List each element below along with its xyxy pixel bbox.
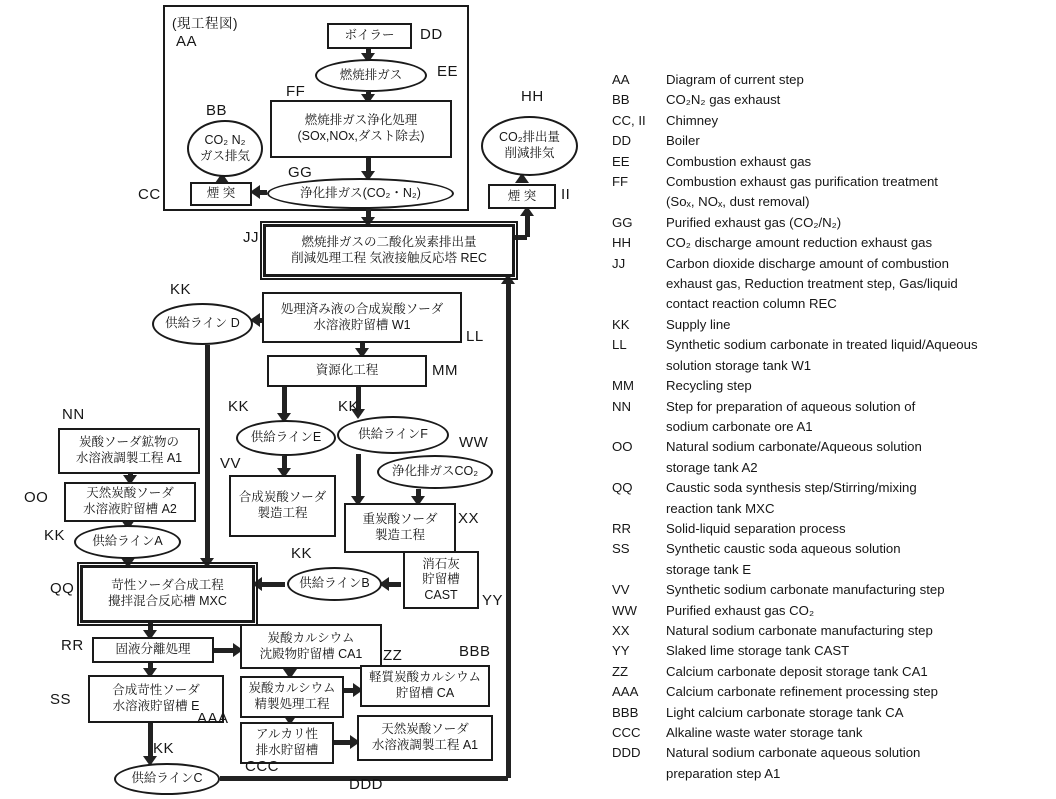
flow-line [205,345,210,562]
node-text: ボイラー [344,28,395,43]
legend-row [612,499,1056,519]
node-text: 煙 突 [206,186,236,201]
node-storage-tank-w1 [262,292,462,343]
node-text: 燃焼排ガス [339,67,403,82]
node-text: 削減処理工程 気液接触反応塔 REC [291,250,487,265]
legend-key: QQ [612,480,633,496]
node-text: 供給ラインB [299,576,370,591]
legend-row [612,601,1056,621]
legend-key: AA [612,72,630,87]
node-text: 排水貯留槽 [255,743,319,757]
node-refinement-step [240,676,344,718]
ref-label-WW: WW [459,434,489,451]
ref-label-KK-d: KK [170,281,192,298]
node-purification-treatment [270,100,452,158]
legend-text: Natural sodium carbonate manufacturing step [666,622,933,638]
node-supply-line-c [114,763,220,795]
node-text: 軽質炭酸カルシウム [368,670,482,685]
node-text: 水溶液調製工程 A1 [371,738,479,752]
node-text: 資源化工程 [315,363,379,378]
ref-label-FF: FF [286,83,306,100]
legend-text: Alkaline waste water storage tank [666,725,863,740]
node-text: CO₂排出量 [498,130,561,145]
ref-label-II: II [561,186,571,203]
legend-row [612,478,1056,498]
node-boiler [327,23,412,49]
legend-key: CC, II [612,112,646,128]
node-text: 供給ラインA [92,534,163,549]
node-text: 供給ラインC [131,771,203,786]
ref-label-CCC: CCC [245,758,279,775]
node-supply-line-b [287,567,382,601]
legend-key: NN [612,398,632,414]
legend-row [612,70,1056,90]
legend-text: Purified exhaust gas (CO₂/N₂) [666,214,842,230]
legend-row [612,90,1056,110]
ref-label-SS: SS [50,691,72,708]
node-text: 供給ライン D [165,316,240,331]
ref-label-YY: YY [482,592,504,609]
legend-row [612,315,1056,335]
ref-label-DD: DD [420,26,443,43]
legend-text: Synthetic caustic soda aqueous solution [666,541,901,557]
node-text: CO₂ N₂ [204,132,246,147]
node-supply-line-a [74,525,181,559]
legend-key: XX [612,622,630,638]
legend-row [612,560,1056,580]
legend-text: Solid-liquid separation process [666,520,846,536]
node-deposit-tank-ca1 [240,624,382,669]
node-storage-tank-a2 [64,482,196,522]
node-text: 炭酸カルシウム [248,681,336,696]
legend-key: MM [612,378,634,394]
node-synthetic-sodium-carbonate-step [229,475,336,537]
node-text: 削減排気 [504,146,555,160]
legend-row [612,294,1056,314]
legend-text: exhaust gas, Reduction treatment step, Gas/liquid [666,276,958,292]
flow-line [506,280,511,778]
ref-label-GG: GG [288,164,313,181]
legend-text: reaction tank MXC [666,500,775,516]
frame-caption: (現工程図) [172,16,238,31]
legend-text: Boiler [666,133,700,149]
ref-label-RR: RR [61,637,84,654]
legend-text: Diagram of current step [666,72,804,87]
legend-key: GG [612,214,633,230]
ref-label-OO: OO [24,489,49,506]
legend-text: Caustic soda synthesis step/Stirring/mixing [666,480,917,496]
legend-key: DD [612,133,632,149]
node-text: 貯留槽 [422,572,460,587]
legend-key: WW [612,602,637,618]
node-supply-line-e [236,420,336,456]
legend-key: EE [612,153,630,169]
node-chimney-cc [190,182,252,206]
ref-label-KK-b: KK [291,545,313,562]
reference-legend [612,70,1056,784]
node-solid-liquid-separation [92,637,214,663]
ref-label-LL: LL [466,328,484,345]
node-text: 天然炭酸ソーダ [86,486,174,501]
legend-row [612,682,1056,702]
legend-row [612,539,1056,559]
ref-label-KK-a: KK [44,527,66,544]
legend-row [612,397,1056,417]
node-text: 製造工程 [257,506,308,520]
legend-text: storage tank A2 [666,459,758,475]
legend-text: Slaked lime storage tank CAST [666,643,850,659]
ref-label-HH: HH [521,88,544,105]
legend-row [612,703,1056,723]
ref-label-BB: BB [206,102,228,119]
legend-row [612,111,1056,131]
legend-text: contact reaction column REC [666,296,837,312]
node-text: 浄化排ガス(CO₂・N₂) [300,185,421,200]
legend-text: Supply line [666,316,731,332]
legend-row [612,621,1056,641]
legend-text: sodium carbonate ore A1 [666,418,813,434]
ref-label-NN: NN [62,406,85,423]
legend-key: OO [612,439,633,455]
legend-row [612,356,1056,376]
node-supply-line-f [337,416,449,454]
legend-row [612,376,1056,396]
legend-row [612,152,1056,172]
node-text: 合成苛性ソーダ [112,683,200,698]
legend-key: VV [612,582,630,598]
ref-label-VV: VV [220,455,242,472]
legend-text: solution storage tank W1 [666,357,812,373]
ref-label-CC: CC [138,186,161,203]
node-text: 製造工程 [374,528,425,542]
legend-key: KK [612,316,630,332]
node-text: 固液分離処理 [115,642,191,657]
node-light-calcium-tank-ca [360,665,490,707]
node-text: 浄化排ガスCO₂ [391,464,479,479]
legend-row [612,662,1056,682]
legend-row [612,764,1056,784]
legend-key: FF [612,174,629,190]
node-supply-line-d [152,303,253,345]
node-text: 供給ラインE [250,430,322,445]
legend-row [612,335,1056,355]
ref-label-XX: XX [458,510,480,527]
node-ore-solution-preparation [58,428,200,474]
ref-label-KK-f: KK [338,398,360,415]
node-text: 水溶液貯留槽 A2 [83,502,177,516]
legend-row [612,274,1056,294]
legend-text: Carbon dioxide discharge amount of combustion [666,255,949,271]
node-text: アルカリ性 [255,727,318,742]
legend-key: RR [612,520,632,536]
ref-label-KK-c: KK [153,740,175,757]
node-natural-solution-preparation-a1 [357,715,493,761]
node-text: 沈殿物貯留槽 CA1 [259,646,363,661]
legend-text: Purified exhaust gas CO₂ [666,602,815,618]
legend-row [612,213,1056,233]
node-text: 貯留槽 CA [395,686,455,700]
legend-row [612,437,1056,457]
legend-key: AAA [612,684,639,700]
node-text: 合成炭酸ソーダ [238,490,327,505]
node-text: 水溶液貯留槽 E [112,699,200,713]
node-caustic-soda-synthesis-mxc [80,565,255,623]
legend-text: Step for preparation of aqueous solution of [666,398,916,414]
legend-key: HH [612,235,632,251]
node-slaked-lime-tank-cast [403,551,479,609]
node-text: 炭酸カルシウム [267,630,355,645]
node-text: 重炭酸ソーダ [362,512,438,527]
node-co2-n2-gas-exhaust [187,120,263,177]
node-co2-reduction-exhaust [481,116,578,176]
ref-label-ZZ: ZZ [383,647,403,664]
legend-row [612,723,1056,743]
legend-row [612,192,1056,212]
legend-text: Synthetic sodium carbonate in treated liquid/Aqueous [666,337,978,353]
legend-row [612,417,1056,437]
flow-line [356,454,361,500]
ref-label-EE: EE [437,63,459,80]
node-text: 供給ラインF [358,427,428,442]
ref-label-BBB: BBB [459,643,491,660]
node-purified-exhaust-gas [267,178,454,209]
node-text: 煙 突 [507,188,537,203]
legend-key: LL [612,337,627,353]
legend-text: Synthetic sodium carbonate manufacturing step [666,582,945,598]
legend-text: Chimney [666,112,719,128]
legend-row [612,519,1056,539]
node-text: (SOx,NOx,ダスト除去) [297,129,425,143]
legend-key: BB [612,92,630,108]
legend-text: storage tank E [666,561,752,577]
legend-text: Natural sodium carbonate aqueous solution [666,745,921,761]
ref-label-DDD: DDD [349,776,383,793]
node-sodium-bicarbonate-step [344,503,456,553]
node-combustion-exhaust-gas [315,59,427,92]
ref-label-JJ: JJ [243,229,259,246]
legend-text: Light calcium carbonate storage tank CA [666,704,904,720]
legend-row [612,641,1056,661]
legend-text: Calcium carbonate deposit storage tank CA1 [666,663,928,679]
ref-label-MM: MM [432,362,458,379]
legend-key: ZZ [612,663,629,679]
node-text: 水溶液調製工程 A1 [75,451,183,465]
node-text: CAST [424,587,458,602]
legend-text: CO₂N₂ gas exhaust [666,92,781,108]
legend-key: JJ [612,255,626,271]
node-text: 燃焼排ガス浄化処理 [304,113,418,128]
node-chimney-ii [488,184,556,209]
legend-text: Calcium carbonate refinement processing step [666,684,938,700]
legend-text: Recycling step [666,378,752,394]
legend-text: Natural sodium carbonate/Aqueous solution [666,439,922,455]
node-text: 水溶液貯留槽 W1 [313,317,411,332]
ref-label-QQ: QQ [50,580,75,597]
node-purified-exhaust-gas-co2 [377,455,493,489]
node-text: 天然炭酸ソーダ [381,722,469,737]
ref-label-AAA: AAA [197,710,229,727]
legend-row [612,580,1056,600]
legend-text: Combustion exhaust gas [666,153,812,169]
legend-key: BBB [612,704,639,720]
legend-text: preparation step A1 [666,765,781,781]
legend-text: Combustion exhaust gas purification treatment [666,174,938,190]
legend-row [612,254,1056,274]
legend-key: CCC [612,725,641,740]
node-text: 苛性ソーダ合成工程 [111,578,224,593]
node-recycling-step [267,355,427,387]
node-text: 処理済み液の合成炭酸ソーダ [280,301,444,316]
node-text: ガス排気 [199,148,250,163]
legend-text: CO₂ discharge amount reduction exhaust gas [666,235,933,251]
ref-label-KK-e: KK [228,398,250,415]
node-text: 精製処理工程 [254,697,330,711]
node-text: 攪拌混合反応槽 MXC [108,594,227,608]
legend-row [612,172,1056,192]
legend-key: SS [612,541,630,557]
node-text: 炭酸ソーダ鉱物の [78,435,179,450]
legend-key: DDD [612,745,641,761]
node-rec-reduction-step [263,224,515,277]
legend-row [612,233,1056,253]
legend-row [612,743,1056,763]
ref-label-AA: AA [176,33,198,50]
node-text: 消石灰 [422,556,460,571]
legend-key: YY [612,643,630,659]
legend-row [612,131,1056,151]
legend-text: (Soₓ, NOₓ, dust removal) [666,194,810,210]
node-text: 燃焼排ガスの二酸化炭素排出量 [301,234,477,249]
legend-row [612,458,1056,478]
flow-line [258,582,285,587]
